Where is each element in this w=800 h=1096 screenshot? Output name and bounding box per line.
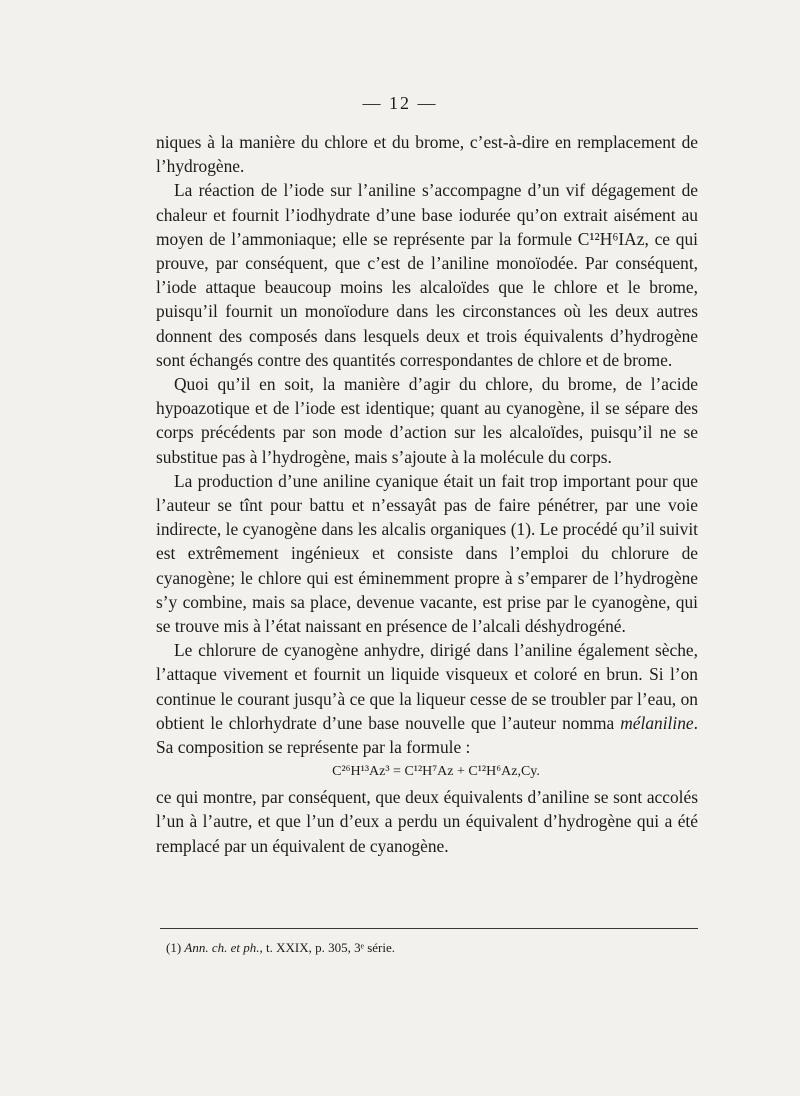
paragraph-1: niques à la manière du chlore et du brome, c’est-à-dire en remplacement de l’hydrogène. [156, 132, 698, 177]
paragraph-2: La réaction de l’iode sur l’aniline s’accompagne d’un vif dégagement de chaleur et fournit l’iodhydrate d’une base iodurée qu’on extrait aisément au moyen de l’ammoniaque; elle se représente par la formule C¹²H⁶IAz, ce qui prouve, par conséquent, que c’est de l’aniline monoïodée. Par conséquent, l’iode attaque beaucoup moins les alcaloïdes que le chlore et le brome, puisqu’il fournit un monoïodure dans les circonstances où les deux autres donnent des composés dans lesquels deux et trois équivalents d’hydrogène sont échangés contre des quantités correspondantes de chlore et de brome. [156, 180, 698, 370]
paragraph-3: Quoi qu’il en soit, la manière d’agir du chlore, du brome, de l’acide hypoazotique et de l’iode est identique; quant au cyanogène, il se sépare des corps précédents par son mode d’action sur les alcaloïdes, puisqu’il ne se substitue pas à l’hydrogène, mais s’ajoute à la molécule du corps. [156, 374, 698, 467]
closing-paragraph: ce qui montre, par conséquent, que deux équivalents d’aniline se sont accolés l’un à l’autre, et que l’un d’eux a perdu un équivalent d’hydrogène qui a été remplacé par un équivalent de cyanogène. [156, 787, 698, 856]
paragraph-5-text: Le chlorure de cyanogène anhydre, dirigé dans l’aniline également sèche, l’attaque vivement et fournit un liquide visqueux et coloré en brun. Si l’on continue le courant jusqu’à ce que la liqueur cesse de se troubler par l’eau, on obtient le chlorhydrate d’une base nouvelle que l’auteur nomma [156, 640, 698, 733]
footnote-reference: , t. XXIX, p. 305, 3ᵉ série. [259, 940, 395, 955]
paragraph-5 [156, 638, 698, 759]
footnote [166, 940, 395, 956]
footnote-marker: (1) [166, 940, 182, 955]
paragraph-5-end: . Sa composition se représente par la formule : [156, 712, 698, 758]
body-text [156, 130, 698, 858]
page-number: — 12 — [362, 93, 438, 113]
footnote-source: Ann. ch. et ph. [184, 940, 260, 955]
melaniline-term: mélaniline [620, 712, 694, 733]
paragraph-4: La production d’une aniline cyanique était un fait trop important pour que l’auteur se tînt pour battu et n’essayât pas de faire pénétrer, par une voie indirecte, le cyanogène dans les alcalis organiques (1). Le procédé qu’il suivit est extrêmement ingénieux et consiste dans l’emploi du chlorure de cyanogène; le chlore qui est éminemment propre à s’emparer de l’hydrogène s’y combine, mais sa place, devenue vacante, est prise par le cyanogène, qui se trouve mis à l’état naissant en présence de l’alcali déshydrogéné. [156, 470, 698, 637]
chemical-formula: C²⁶H¹³Az³ = C¹²H⁷Az + C¹²H⁶Az,Cy. [332, 764, 540, 780]
footnote-divider [160, 928, 698, 929]
